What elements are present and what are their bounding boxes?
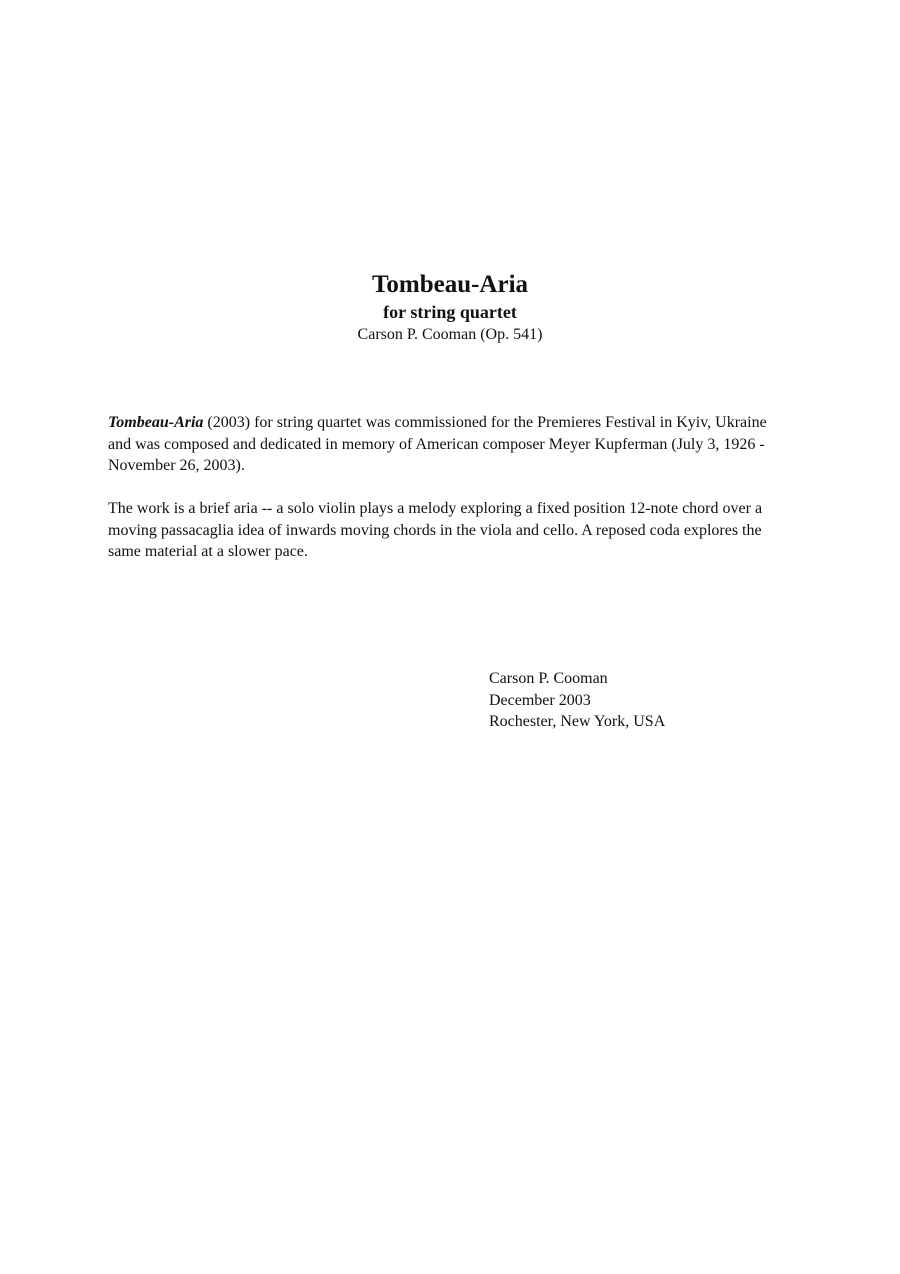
signature-block bbox=[489, 668, 665, 733]
notes-paragraph-1 bbox=[108, 412, 788, 477]
signature-date: December 2003 bbox=[489, 691, 591, 709]
signature-place: Rochester, New York, USA bbox=[489, 713, 666, 730]
title-block bbox=[0, 270, 900, 346]
page-subtitle: for string quartet bbox=[383, 302, 517, 322]
program-notes bbox=[108, 412, 788, 584]
notes-paragraph-1-text: (2003) for string quartet was commissioned for the Premieres Festival in Kyiv, Ukraine and was composed and dedicated in memory of American composer Meyer Kupferman (July 3, 1926 - November 26, 2003). bbox=[108, 414, 767, 474]
work-title-inline: Tombeau-Aria bbox=[108, 414, 204, 431]
notes-paragraph-2: The work is a brief aria -- a solo violin plays a melody exploring a fixed position 12-note chord over a moving passacaglia idea of inwards moving chords in the viola and cello. A reposed coda explores the same material at a slower pace. bbox=[108, 500, 763, 560]
signature-name: Carson P. Cooman bbox=[489, 670, 608, 687]
page-title: Tombeau-Aria bbox=[371, 271, 529, 298]
composer-opus-line: Carson P. Cooman (Op. 541) bbox=[357, 326, 543, 343]
